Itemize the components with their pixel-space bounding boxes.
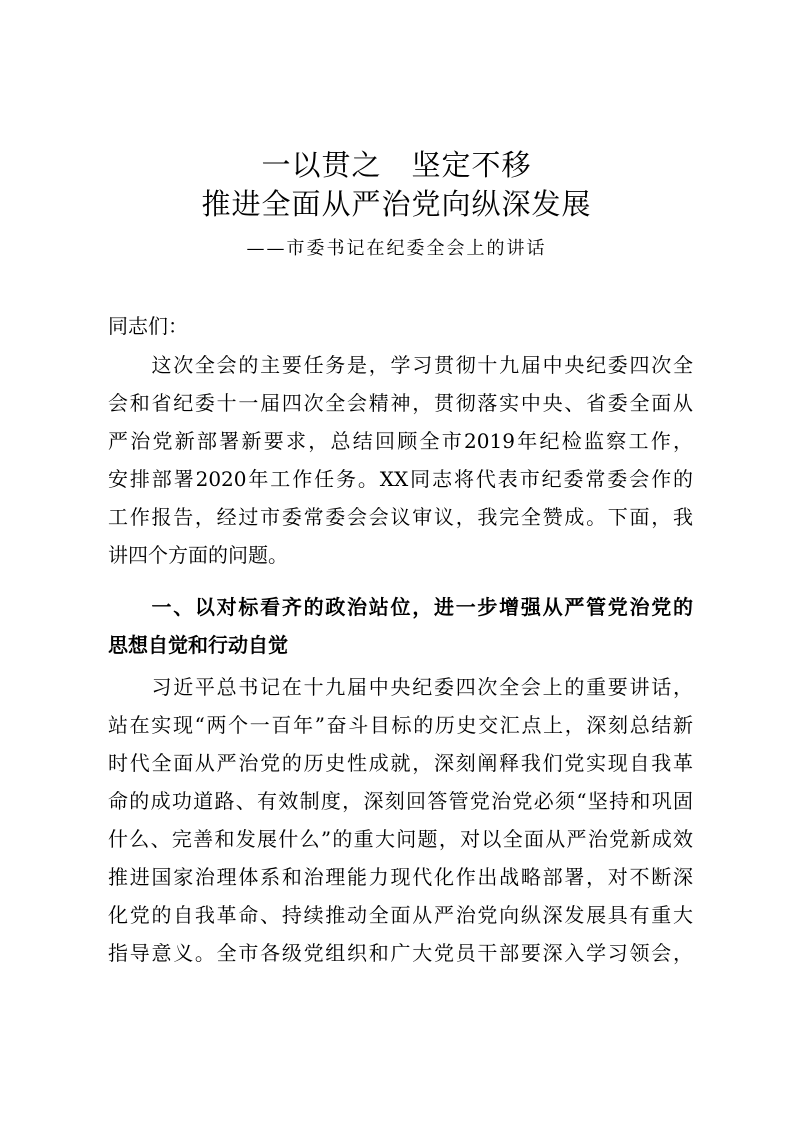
paragraph-line: 讲四个方面的问题。 (108, 543, 288, 567)
paragraph-line: 工作报告，经过市委常委会会议审议，我完全赞成。下面，我 (108, 505, 693, 529)
paragraph-line: 指导意义。全市各级党组织和广大党员干部要深入学习领会， (108, 941, 693, 965)
paragraph-line: 习近平总书记在十九届中央纪委四次全会上的重要讲话， (108, 675, 693, 699)
paragraph-line: 推进国家治理体系和治理能力现代化作出战略部署，对不断深 (108, 865, 693, 889)
paragraph-line: 这次全会的主要任务是，学习贯彻十九届中央纪委四次全 (108, 353, 693, 377)
paragraph-line: 会和省纪委十一届四次全会精神，贯彻落实中央、省委全面从 (108, 391, 693, 415)
section-heading-line: 一、以对标看齐的政治站位，进一步增强从严管党治党的 (108, 595, 693, 619)
paragraph-line: 时代全面从严治党的历史性成就，深刻阐释我们党实现自我革 (108, 751, 693, 775)
paragraph-line: 命的成功道路、有效制度，深刻回答管党治党必须“坚持和巩固 (108, 789, 693, 813)
title-line-2: 推进全面从严治党向纵深发展 (201, 187, 592, 221)
title-line-1: 一以贯之 坚定不移 (261, 148, 532, 182)
subtitle: ——市委书记在纪委全会上的讲话 (246, 238, 547, 259)
section-heading-line: 思想自觉和行动自觉 (108, 633, 288, 657)
paragraph-line: 化党的自我革命、持续推动全面从严治党向纵深发展具有重大 (108, 903, 693, 927)
salutation: 同志们： (108, 314, 188, 338)
paragraph-line: 站在实现“两个一百年”奋斗目标的历史交汇点上，深刻总结新 (108, 713, 693, 737)
paragraph-line: 安排部署2020年工作任务。XX同志将代表市纪委常委会作的 (108, 467, 693, 491)
paragraph-line: 严治党新部署新要求，总结回顾全市2019年纪检监察工作， (108, 429, 693, 453)
paragraph-line: 什么、完善和发展什么”的重大问题，对以全面从严治党新成效 (108, 827, 693, 851)
